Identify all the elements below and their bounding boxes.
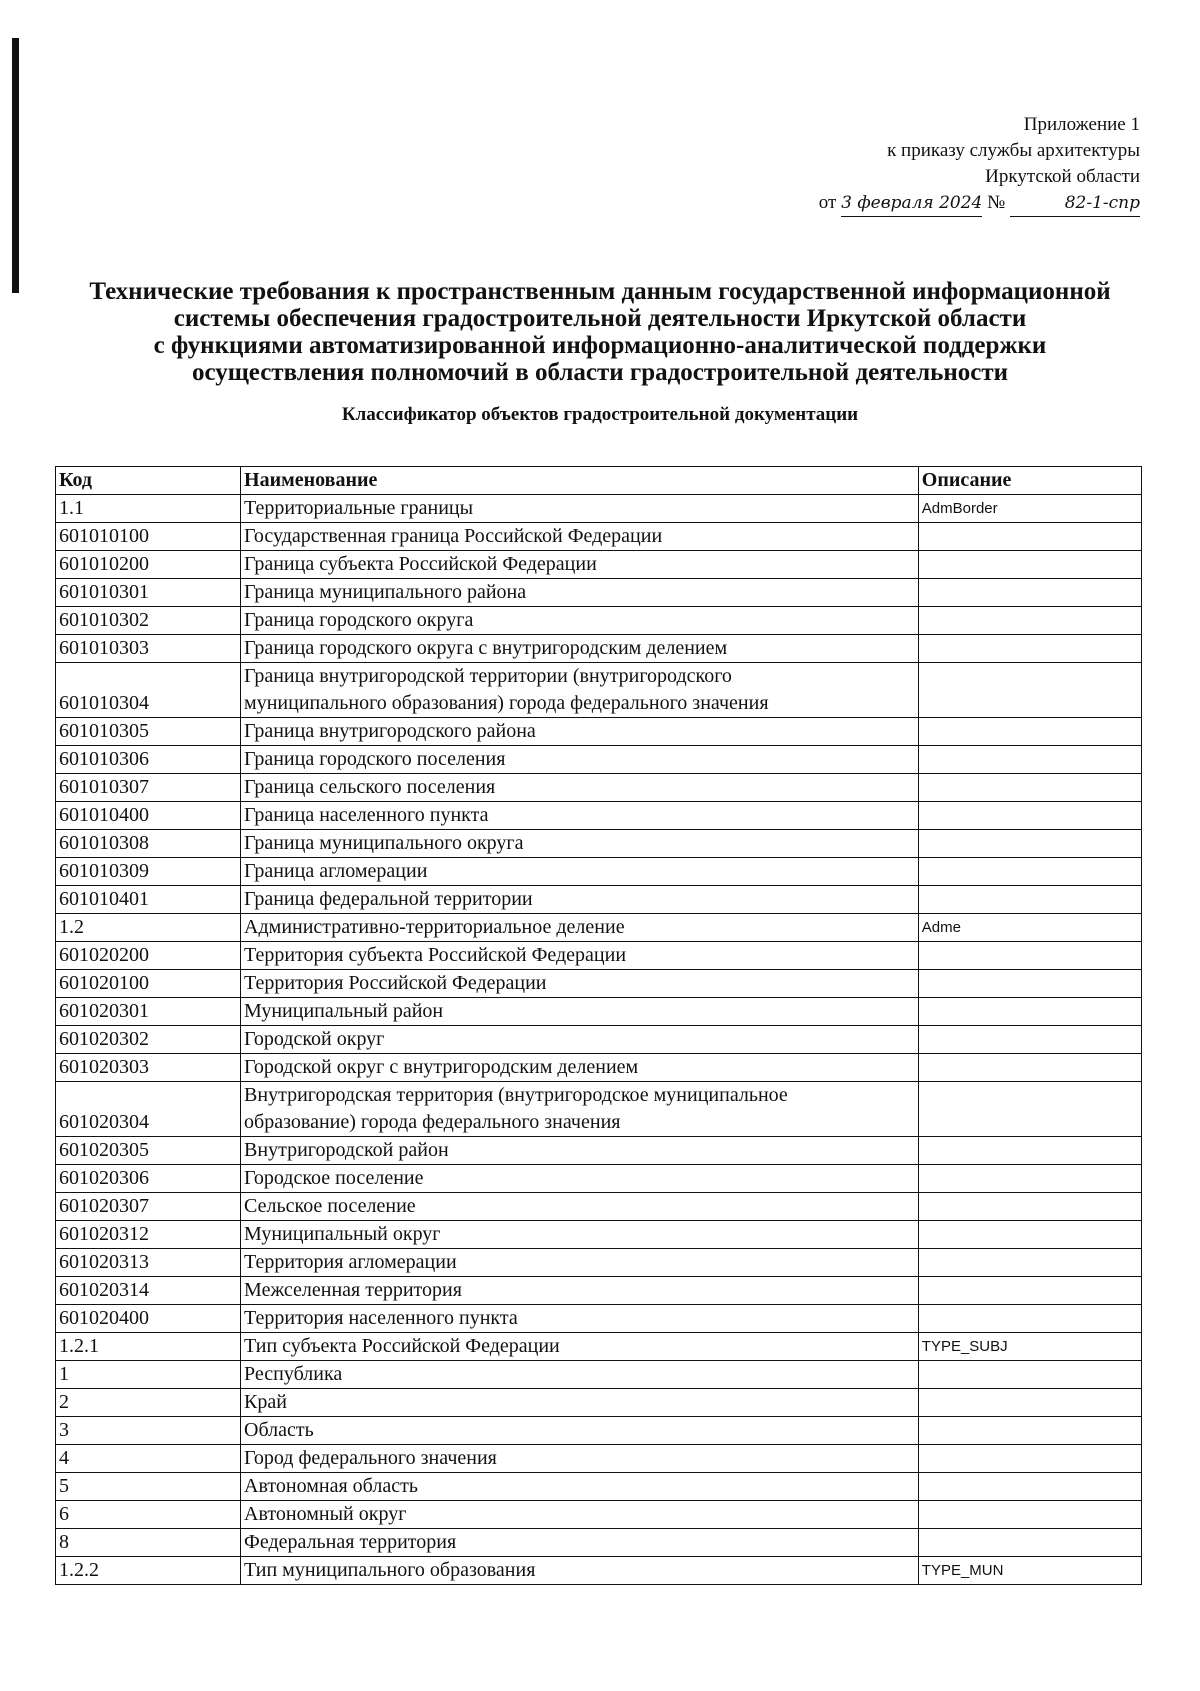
handwritten-number: 82-1-спр bbox=[1010, 190, 1140, 217]
cell-code: 601010302 bbox=[56, 607, 241, 635]
cell-name: Граница сельского поселения bbox=[241, 774, 919, 802]
cell-code: 1.2 bbox=[56, 914, 241, 942]
cell-desc bbox=[918, 1361, 1141, 1389]
title-line-1: Технические требования к пространственным данным государственной информационной bbox=[89, 278, 1111, 305]
table-row bbox=[56, 1054, 1142, 1082]
cell-name: Территория населенного пункта bbox=[241, 1305, 919, 1333]
cell-desc: AdmBorder bbox=[918, 495, 1141, 523]
cell-desc bbox=[918, 858, 1141, 886]
cell-desc bbox=[918, 942, 1141, 970]
cell-name: Область bbox=[241, 1417, 919, 1445]
cell-code: 601010400 bbox=[56, 802, 241, 830]
appendix-block bbox=[819, 112, 1140, 217]
cell-name bbox=[241, 663, 919, 718]
cell-name: Внутригородской район bbox=[241, 1137, 919, 1165]
classifier-table bbox=[55, 466, 1142, 1585]
cell-name-line-2: муниципального образования) города федерального значения bbox=[244, 692, 769, 714]
cell-desc bbox=[918, 830, 1141, 858]
table-row bbox=[56, 746, 1142, 774]
cell-desc bbox=[918, 607, 1141, 635]
table-row bbox=[56, 523, 1142, 551]
cell-desc bbox=[918, 1529, 1141, 1557]
cell-code: 601010309 bbox=[56, 858, 241, 886]
cell-desc bbox=[918, 746, 1141, 774]
cell-name: Тип субъекта Российской Федерации bbox=[241, 1333, 919, 1361]
cell-name: Территория агломерации bbox=[241, 1249, 919, 1277]
cell-name: Республика bbox=[241, 1361, 919, 1389]
table-row bbox=[56, 1445, 1142, 1473]
table-row bbox=[56, 998, 1142, 1026]
table-row bbox=[56, 1305, 1142, 1333]
cell-name: Автономная область bbox=[241, 1473, 919, 1501]
cell-name: Городской округ с внутригородским делением bbox=[241, 1054, 919, 1082]
table-row bbox=[56, 607, 1142, 635]
date-prefix: от bbox=[818, 192, 837, 213]
cell-code: 1.2.2 bbox=[56, 1557, 241, 1585]
table-row bbox=[56, 1221, 1142, 1249]
cell-desc bbox=[918, 1054, 1141, 1082]
appendix-line-3: Иркутской области bbox=[985, 166, 1140, 187]
cell-desc bbox=[918, 523, 1141, 551]
cell-code: 601010304 bbox=[56, 663, 241, 718]
number-prefix: № bbox=[987, 192, 1006, 213]
cell-code: 601020100 bbox=[56, 970, 241, 998]
cell-code: 601020301 bbox=[56, 998, 241, 1026]
table-header-row bbox=[56, 467, 1142, 495]
appendix-line-1: Приложение 1 bbox=[1023, 114, 1140, 135]
table-row bbox=[56, 579, 1142, 607]
cell-desc bbox=[918, 551, 1141, 579]
cell-code: 601010308 bbox=[56, 830, 241, 858]
table-row bbox=[56, 495, 1142, 523]
table-row bbox=[56, 830, 1142, 858]
table-row bbox=[56, 635, 1142, 663]
cell-name: Граница внутригородского района bbox=[241, 718, 919, 746]
cell-code: 601010305 bbox=[56, 718, 241, 746]
table-row bbox=[56, 1082, 1142, 1137]
cell-code: 601010307 bbox=[56, 774, 241, 802]
cell-desc bbox=[918, 1473, 1141, 1501]
cell-name: Государственная граница Российской Федерации bbox=[241, 523, 919, 551]
cell-desc bbox=[918, 718, 1141, 746]
cell-code: 601020302 bbox=[56, 1026, 241, 1054]
table-row bbox=[56, 1026, 1142, 1054]
table-row bbox=[56, 1361, 1142, 1389]
cell-desc bbox=[918, 1193, 1141, 1221]
title-line-2: системы обеспечения градостроительной деятельности Иркутской области bbox=[173, 305, 1027, 332]
cell-code: 601020314 bbox=[56, 1277, 241, 1305]
cell-name: Территория субъекта Российской Федерации bbox=[241, 942, 919, 970]
table-row bbox=[56, 858, 1142, 886]
title-line-4: осуществления полномочий в области градостроительной деятельности bbox=[191, 359, 1009, 386]
table-row bbox=[56, 1529, 1142, 1557]
cell-name: Граница городского округа bbox=[241, 607, 919, 635]
cell-code: 1 bbox=[56, 1361, 241, 1389]
header-name: Наименование bbox=[241, 467, 919, 495]
table-body bbox=[56, 495, 1142, 1585]
table-row bbox=[56, 1417, 1142, 1445]
cell-name: Автономный округ bbox=[241, 1501, 919, 1529]
cell-code: 1.2.1 bbox=[56, 1333, 241, 1361]
cell-code: 601010303 bbox=[56, 635, 241, 663]
cell-name: Граница субъекта Российской Федерации bbox=[241, 551, 919, 579]
cell-code: 4 bbox=[56, 1445, 241, 1473]
cell-code: 601020307 bbox=[56, 1193, 241, 1221]
header-code: Код bbox=[56, 467, 241, 495]
cell-name-line-1: Внутригородская территория (внутригородское муниципальное bbox=[244, 1084, 788, 1106]
cell-code: 601010100 bbox=[56, 523, 241, 551]
document-subtitle: Классификатор объектов градостроительной документации bbox=[341, 404, 859, 425]
table-row bbox=[56, 1557, 1142, 1585]
table-row bbox=[56, 802, 1142, 830]
cell-desc bbox=[918, 1501, 1141, 1529]
cell-name bbox=[241, 1082, 919, 1137]
cell-name: Граница городского поселения bbox=[241, 746, 919, 774]
cell-code: 601020303 bbox=[56, 1054, 241, 1082]
cell-name: Муниципальный округ bbox=[241, 1221, 919, 1249]
table-row bbox=[56, 1137, 1142, 1165]
cell-code: 8 bbox=[56, 1529, 241, 1557]
cell-code: 2 bbox=[56, 1389, 241, 1417]
cell-name: Городской округ bbox=[241, 1026, 919, 1054]
table-row bbox=[56, 914, 1142, 942]
table-row bbox=[56, 551, 1142, 579]
cell-desc bbox=[918, 1221, 1141, 1249]
table-row bbox=[56, 1501, 1142, 1529]
table-row bbox=[56, 1473, 1142, 1501]
cell-desc bbox=[918, 635, 1141, 663]
cell-name: Городское поселение bbox=[241, 1165, 919, 1193]
cell-desc bbox=[918, 579, 1141, 607]
cell-code: 5 bbox=[56, 1473, 241, 1501]
cell-code: 601020200 bbox=[56, 942, 241, 970]
table-row bbox=[56, 1165, 1142, 1193]
cell-name: Межселенная территория bbox=[241, 1277, 919, 1305]
cell-code: 601010401 bbox=[56, 886, 241, 914]
cell-desc bbox=[918, 1165, 1141, 1193]
cell-code: 1.1 bbox=[56, 495, 241, 523]
table-row bbox=[56, 774, 1142, 802]
cell-desc bbox=[918, 663, 1141, 718]
cell-code: 601010200 bbox=[56, 551, 241, 579]
table-row bbox=[56, 1389, 1142, 1417]
cell-desc bbox=[918, 1305, 1141, 1333]
cell-code: 601010301 bbox=[56, 579, 241, 607]
cell-code: 601020313 bbox=[56, 1249, 241, 1277]
table-row bbox=[56, 1277, 1142, 1305]
cell-name: Граница городского округа с внутригородским делением bbox=[241, 635, 919, 663]
cell-desc bbox=[918, 1417, 1141, 1445]
cell-name: Граница населенного пункта bbox=[241, 802, 919, 830]
cell-code: 3 bbox=[56, 1417, 241, 1445]
cell-name: Граница агломерации bbox=[241, 858, 919, 886]
cell-name: Территориальные границы bbox=[241, 495, 919, 523]
cell-desc bbox=[918, 774, 1141, 802]
table-row bbox=[56, 1193, 1142, 1221]
table-row bbox=[56, 718, 1142, 746]
cell-desc bbox=[918, 1277, 1141, 1305]
table-row bbox=[56, 886, 1142, 914]
cell-name: Территория Российской Федерации bbox=[241, 970, 919, 998]
cell-name: Сельское поселение bbox=[241, 1193, 919, 1221]
cell-desc bbox=[918, 1445, 1141, 1473]
appendix-line-2: к приказу службы архитектуры bbox=[887, 140, 1140, 161]
cell-name: Граница муниципального округа bbox=[241, 830, 919, 858]
cell-desc bbox=[918, 1249, 1141, 1277]
header-desc: Описание bbox=[918, 467, 1141, 495]
cell-desc: TYPE_SUBJ bbox=[918, 1333, 1141, 1361]
cell-desc bbox=[918, 970, 1141, 998]
cell-code: 6 bbox=[56, 1501, 241, 1529]
table-row bbox=[56, 1333, 1142, 1361]
cell-desc bbox=[918, 1389, 1141, 1417]
cell-name: Граница федеральной территории bbox=[241, 886, 919, 914]
document-title bbox=[40, 278, 1160, 386]
cell-desc bbox=[918, 998, 1141, 1026]
cell-name: Федеральная территория bbox=[241, 1529, 919, 1557]
table-row bbox=[56, 1249, 1142, 1277]
cell-name: Тип муниципального образования bbox=[241, 1557, 919, 1585]
cell-name-line-2: образование) города федерального значения bbox=[244, 1111, 621, 1133]
cell-desc: TYPE_MUN bbox=[918, 1557, 1141, 1585]
cell-desc bbox=[918, 802, 1141, 830]
cell-code: 601020304 bbox=[56, 1082, 241, 1137]
table-row bbox=[56, 970, 1142, 998]
table-row bbox=[56, 942, 1142, 970]
cell-name: Город федерального значения bbox=[241, 1445, 919, 1473]
cell-code: 601020305 bbox=[56, 1137, 241, 1165]
cell-code: 601010306 bbox=[56, 746, 241, 774]
cell-desc bbox=[918, 1026, 1141, 1054]
cell-desc: Adme bbox=[918, 914, 1141, 942]
cell-name: Граница муниципального района bbox=[241, 579, 919, 607]
cell-name: Административно-территориальное деление bbox=[241, 914, 919, 942]
cell-desc bbox=[918, 1082, 1141, 1137]
cell-name: Муниципальный район bbox=[241, 998, 919, 1026]
cell-desc bbox=[918, 886, 1141, 914]
scan-edge-bar bbox=[12, 38, 19, 293]
table-row bbox=[56, 663, 1142, 718]
cell-code: 601020400 bbox=[56, 1305, 241, 1333]
cell-name-line-1: Граница внутригородской территории (внутригородского bbox=[244, 665, 732, 687]
cell-name: Край bbox=[241, 1389, 919, 1417]
title-line-3: с функциями автоматизированной информационно-аналитической поддержки bbox=[153, 332, 1047, 359]
cell-code: 601020306 bbox=[56, 1165, 241, 1193]
appendix-date-line bbox=[819, 190, 1140, 217]
cell-code: 601020312 bbox=[56, 1221, 241, 1249]
handwritten-date: 3 февраля 2024 bbox=[841, 190, 982, 217]
cell-desc bbox=[918, 1137, 1141, 1165]
